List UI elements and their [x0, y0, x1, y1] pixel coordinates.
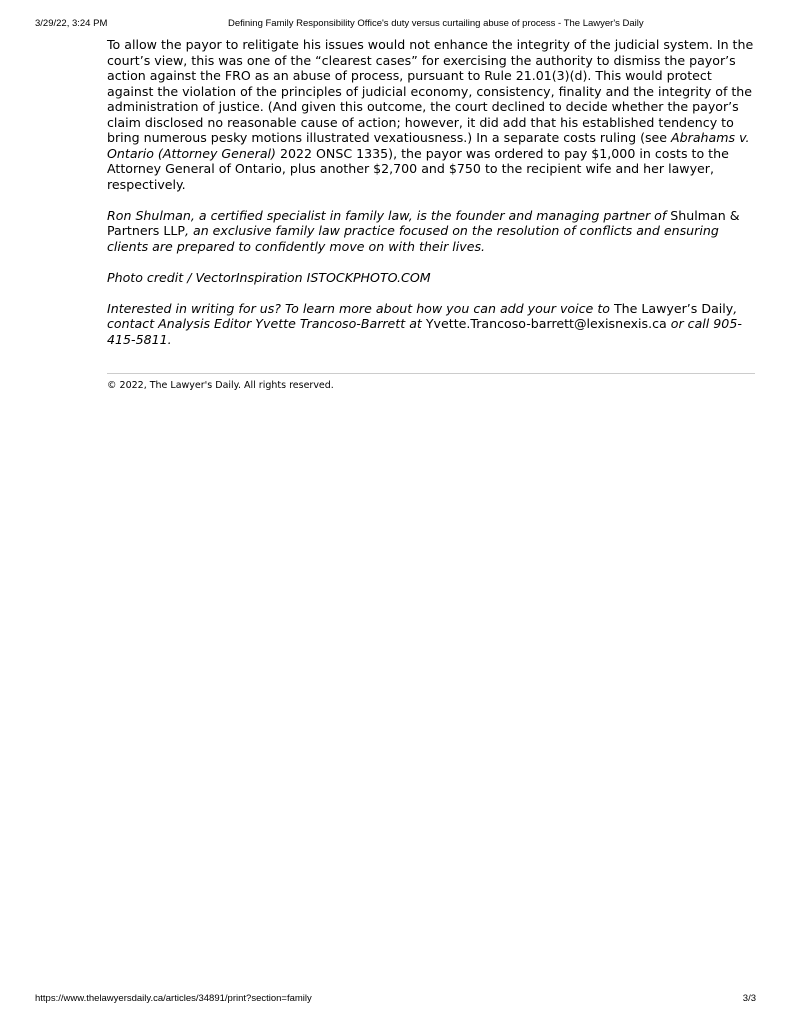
print-url: https://www.thelawyersdaily.ca/articles/34891/print?section=family — [35, 993, 312, 1004]
print-datetime: 3/29/22, 3:24 PM — [35, 18, 108, 29]
page-number: 3/3 — [742, 993, 756, 1004]
article-paragraph — [107, 37, 755, 192]
print-footer — [35, 993, 756, 1007]
callout-text: , contact Analysis Editor Yvette Trancoso-Barrett at — [107, 300, 738, 331]
author-bio — [107, 208, 755, 255]
firm-name: Shulman & Partners LLP — [107, 207, 740, 238]
paragraph-text: 2022 ONSC 1335), the payor was ordered to pay $1,000 in costs to the Attorney General of Ontario, plus another $2,700 and $750 to the recipient wife and her lawyer, respectively. — [107, 145, 729, 192]
article-body — [107, 37, 755, 363]
paragraph-text: To allow the payor to relitigate his issues would not enhance the integrity of the judicial system. In the court’s view, this was one of the “clearest cases” for exercising the authority to dismiss the payor’s action against the FRO as an abuse of process, pursuant to Rule 21.01(3)(d). This would protect against the violation of the principles of judicial economy, consistency, finality and the integrity of the administration of justice. (And given this outcome, the court declined to decide whether the payor’s claim disclosed no reasonable cause of action; however, it did add that his established tendency to bring numerous pesky motions illustrated vexatiousness.) In a separate costs ruling (see — [107, 37, 754, 145]
photo-credit: Photo credit / VectorInspiration ISTOCKPHOTO.COM — [107, 269, 431, 285]
divider — [107, 373, 755, 374]
print-page-title: Defining Family Responsibility Office's duty versus curtailing abuse of process - The Lawyer's Daily — [228, 18, 644, 29]
contributor-callout — [107, 301, 755, 348]
bio-text: , an exclusive family law practice focused on the resolution of conflicts and ensuring clients are prepared to confidently move on with their lives. — [107, 223, 719, 254]
editor-email-link[interactable]: Yvette.Trancoso-barrett@lexisnexis.ca — [425, 316, 667, 331]
callout-text: Interested in writing for us? To learn more about how you can add your voice to — [107, 300, 614, 316]
print-header — [35, 18, 756, 32]
bio-text: Ron Shulman, a certified specialist in family law, is the founder and managing partner of — [107, 207, 671, 223]
publication-name: The Lawyer’s Daily — [613, 300, 734, 316]
case-citation: Abrahams v. Ontario (Attorney General) — [107, 130, 750, 161]
copyright-notice: © 2022, The Lawyer's Daily. All rights reserved. — [107, 380, 334, 391]
callout-text: or call 905-415-5811. — [107, 316, 742, 347]
